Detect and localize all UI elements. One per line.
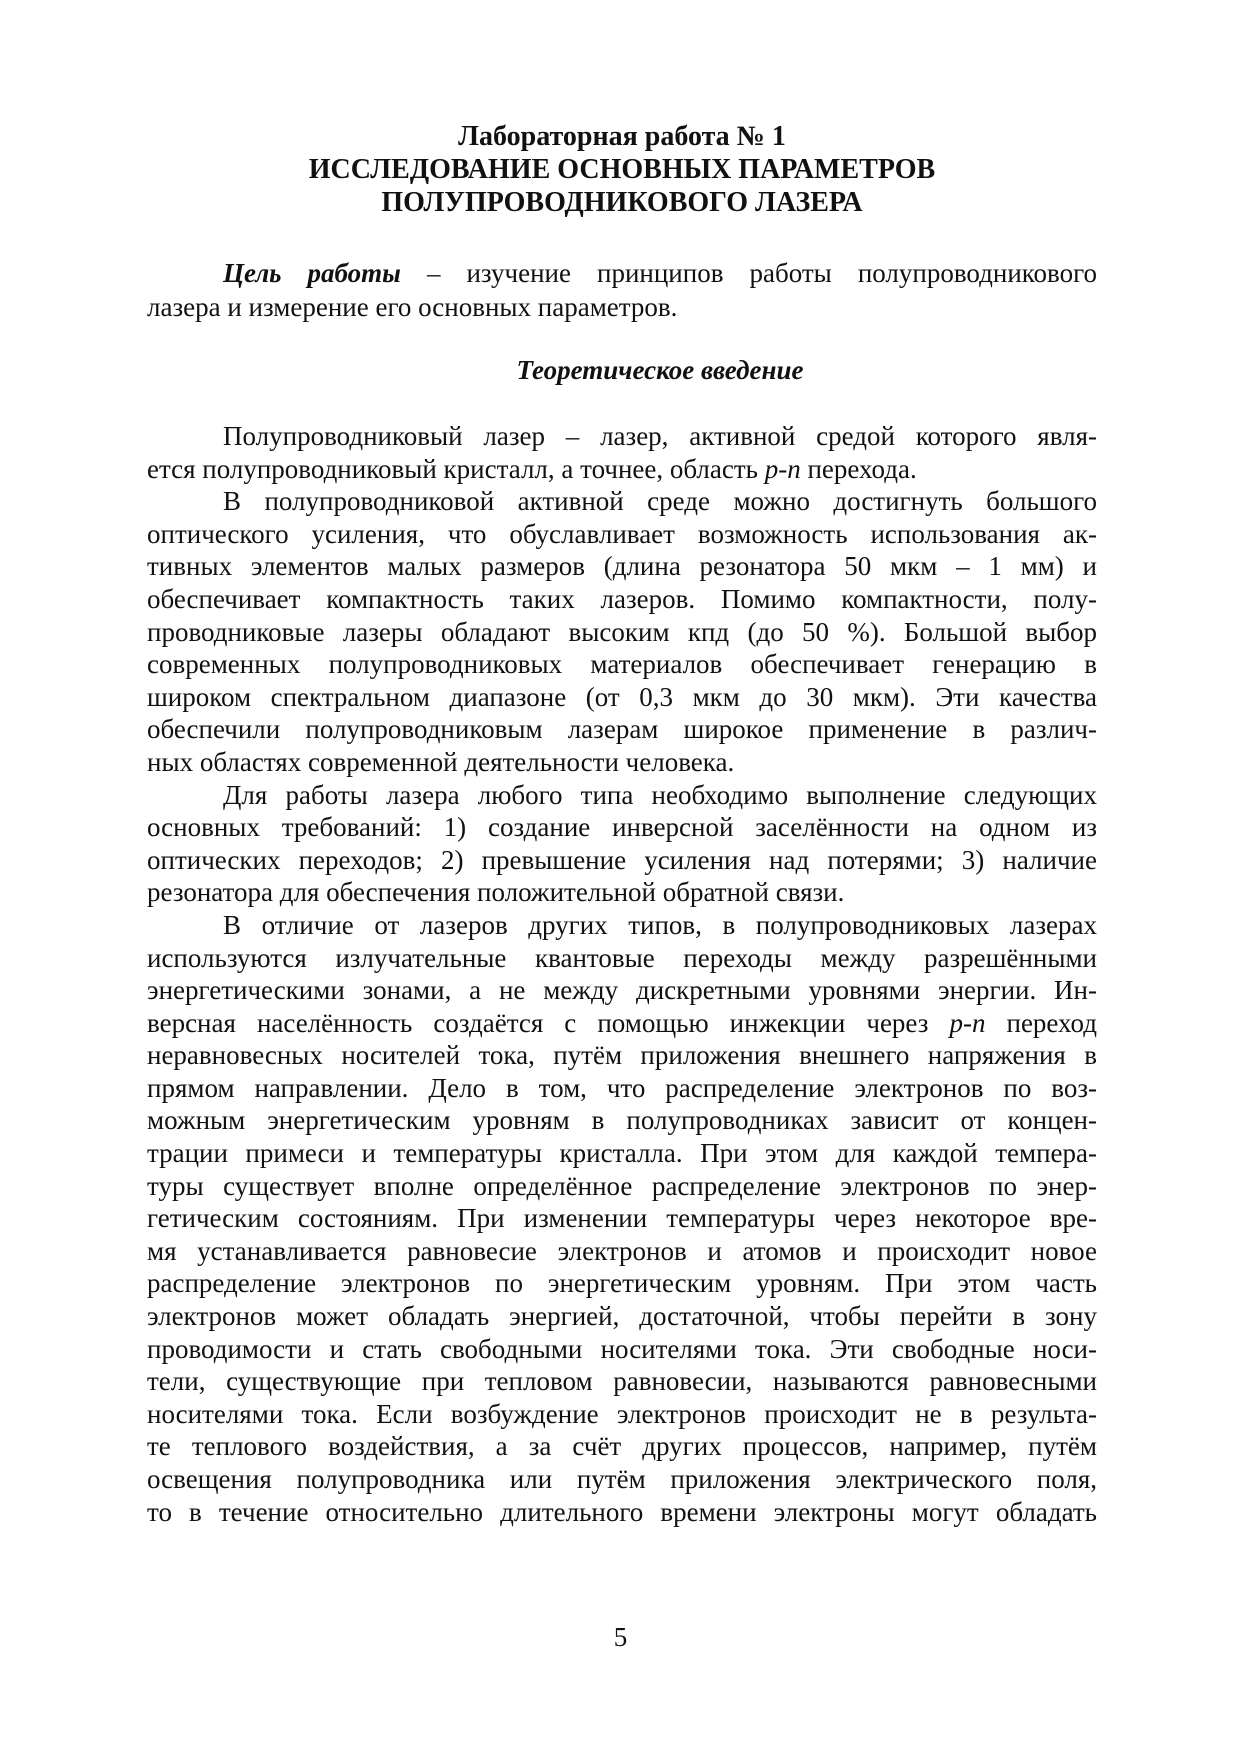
text-segment: прямом направлении. Дело в том, что распределение электронов по воз- [147,1072,1097,1103]
text-segment: версная населённость создаётся с помощью инжекции через [147,1007,950,1038]
text-segment: переход [985,1007,1097,1038]
text-segment: электронов может обладать энергией, достаточной, чтобы перейти в зону [147,1301,1097,1332]
text-segment: В полупроводниковой активной среде можно достигнуть большого [223,486,1097,517]
text-segment: основных требований: 1) создание инверсной заселённости на одном из [147,812,1097,843]
text-segment: тели, существующие при тепловом равновесии, называются равновесными [147,1366,1097,1397]
text-segment: лазера и измерение его основных параметров. [147,292,678,322]
text-segment: мя устанавливается равновесие электронов и атомов и происходит новое [147,1235,1097,1266]
section-heading: Теоретическое введение [516,355,804,385]
paragraph [147,779,1097,909]
text-line [147,844,1097,877]
text-line [147,1463,1097,1496]
text-line [147,779,1097,812]
text-line [147,713,1097,746]
text-segment: носителями тока. Если возбуждение электронов происходит не в результа- [147,1398,1097,1429]
text-segment: освещения полупроводника или путём приложения электрического поля, [147,1464,1097,1494]
text-segment: используются излучательные квантовые переходы между разрешёнными [147,942,1097,973]
text-segment: туры существует вполне определённое распределение электронов по энер- [147,1170,1097,1201]
text-line [147,681,1097,714]
text-line [147,1300,1097,1333]
body-text [147,420,1097,1528]
text-line [147,1039,1097,1072]
text-line [147,518,1097,551]
emphasized-text: p-n [949,1007,986,1038]
emphasized-text: Цель работы [223,258,401,288]
text-segment: перехода. [800,453,917,484]
text-segment: можным энергетическим уровням в полупроводниках зависит от концен- [147,1105,1097,1136]
text-line [147,974,1097,1007]
emphasized-text: p-n [764,453,801,484]
paragraph [147,909,1097,1528]
goal-paragraph [147,256,1097,324]
text-segment: обеспечили полупроводниковым лазерам широкое применение в различ- [147,714,1097,745]
paragraph [147,420,1097,485]
text-line [147,1007,1097,1040]
text-line [147,1267,1097,1300]
text-segment: ется полупроводниковый кристалл, а точнее, область [147,453,765,484]
text-line [147,290,1097,324]
text-line [147,550,1097,583]
text-line [147,1072,1097,1105]
text-line [147,648,1097,681]
text-segment: ных областях современной деятельности человека. [147,746,735,777]
text-line [147,1333,1097,1366]
text-segment: проводимости и стать свободными носителями тока. Эти свободные носи- [147,1333,1097,1364]
text-segment: Полупроводниковый лазер – лазер, активной средой которого явля- [223,421,1097,451]
page-number: 5 [613,1622,628,1652]
text-line [147,1170,1097,1203]
text-segment: обеспечивает компактность таких лазеров. Помимо компактности, полу- [147,583,1097,614]
text-line [147,1365,1097,1398]
text-line [147,1202,1097,1235]
text-segment: – изучение принципов работы полупроводникового [400,258,1097,288]
text-segment: распределение электронов по энергетическим уровням. При этом часть [147,1268,1097,1299]
text-segment: широком спектральном диапазоне (от 0,3 мкм до 30 мкм). Эти качества [147,681,1097,712]
text-segment: неравновесных носителей тока, путём приложения внешнего напряжения в [147,1040,1097,1071]
text-line [147,616,1097,649]
paragraph [147,485,1097,778]
text-line [147,1104,1097,1137]
text-segment: Для работы лазера любого типа необходимо выполнение следующих [223,779,1097,810]
text-segment: то в течение относительно длительного времени электроны могут обладать [147,1496,1097,1527]
text-line [147,1137,1097,1170]
text-line [147,256,1097,290]
text-line [147,909,1097,942]
text-segment: В отличие от лазеров других типов, в полупроводниковых лазерах [223,909,1097,940]
text-segment: те теплового воздействия, а за счёт других процессов, например, путём [147,1431,1097,1462]
text-line [147,811,1097,844]
text-segment: тивных элементов малых размеров (длина резонатора 50 мкм – 1 мм) и [147,551,1097,582]
text-segment: современных полупроводниковых материалов обеспечивает генерацию в [147,649,1097,680]
text-line [147,453,1097,486]
text-line [147,1430,1097,1463]
text-line [147,583,1097,616]
text-segment: оптических переходов; 2) превышение усиления над потерями; 3) наличие [147,844,1097,875]
lab-title: Лабораторная работа № 1 [458,121,786,152]
title-line-2: ПОЛУПРОВОДНИКОВОГО ЛАЗЕРА [381,187,863,218]
text-line [147,1398,1097,1431]
text-segment: гетическим состояниям. При изменении температуры через некоторое вре- [147,1203,1097,1234]
title-line-1: ИССЛЕДОВАНИЕ ОСНОВНЫХ ПАРАМЕТРОВ [308,154,936,185]
document-title [147,120,1097,219]
text-line [147,485,1097,518]
text-line [147,746,1097,779]
text-line [147,942,1097,975]
text-segment: проводниковые лазеры обладают высоким кпд (до 50 %). Большой выбор [147,616,1097,647]
text-segment: энергетическими зонами, а не между дискретными уровнями энергии. Ин- [147,975,1097,1006]
text-segment: резонатора для обеспечения положительной обратной связи. [147,877,845,908]
text-segment: трации примеси и температуры кристалла. При этом для каждой темпера- [147,1138,1097,1169]
text-line [147,1496,1097,1529]
text-line [147,420,1097,453]
text-line [147,1235,1097,1268]
text-segment: оптического усиления, что обуславливает возможность использования ак- [147,518,1097,549]
text-line [147,876,1097,909]
